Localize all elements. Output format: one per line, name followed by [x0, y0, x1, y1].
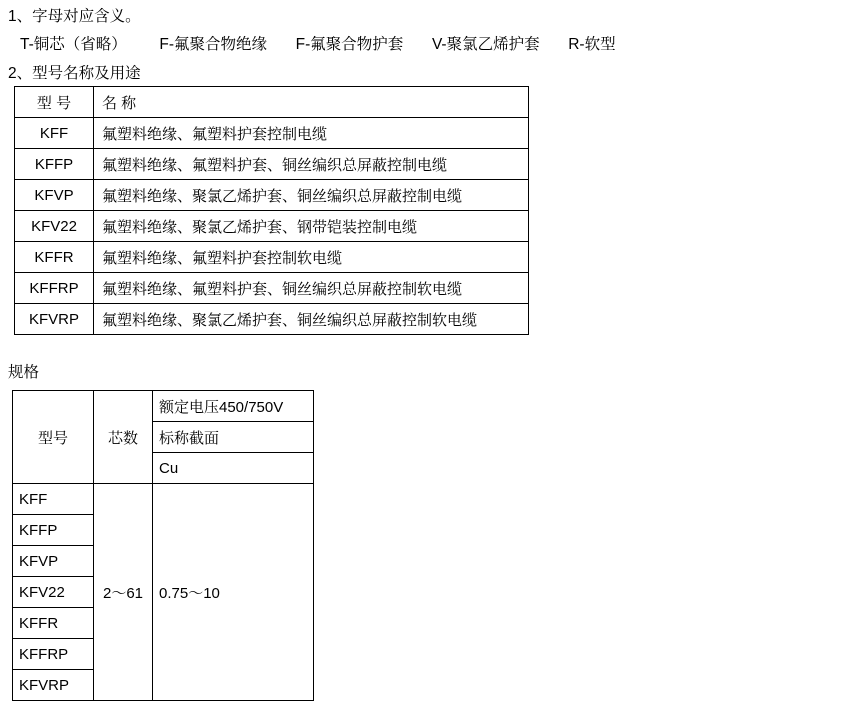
- cell-model: KFFRP: [15, 273, 94, 304]
- table-header-row: [15, 87, 529, 118]
- legend-item-0: T-铜芯（省略）: [20, 36, 127, 53]
- header-name: 名 称: [94, 87, 529, 118]
- table-row: [15, 304, 529, 335]
- table-row: [15, 242, 529, 273]
- spec-cell-cores: 2～61: [94, 484, 153, 701]
- spec-header-cu: Cu: [153, 453, 314, 484]
- legend-item-3: V-聚氯乙烯护套: [431, 36, 540, 53]
- cell-name: 氟塑料绝缘、氟塑料护套控制软电缆: [94, 242, 529, 273]
- spec-header-cores: 芯数: [94, 391, 153, 484]
- section2-heading: 2、型号名称及用途: [8, 65, 141, 82]
- header-model: 型 号: [15, 87, 94, 118]
- cell-model: KFV22: [15, 211, 94, 242]
- spec-cell-model: KFFP: [13, 515, 94, 546]
- legend-item-1: F-氟聚合物绝缘: [159, 36, 268, 53]
- cell-name: 氟塑料绝缘、聚氯乙烯护套、铜丝编织总屏蔽控制软电缆: [94, 304, 529, 335]
- spec-row: [13, 484, 314, 515]
- legend-line: [20, 32, 616, 54]
- cell-model: KFFR: [15, 242, 94, 273]
- legend-item-4: R-软型: [568, 36, 616, 53]
- table-row: [15, 273, 529, 304]
- section1-heading: 1、字母对应含义。: [8, 8, 141, 25]
- cell-name: 氟塑料绝缘、氟塑料护套控制电缆: [94, 118, 529, 149]
- spec-header-section: 标称截面: [153, 422, 314, 453]
- cell-model: KFVP: [15, 180, 94, 211]
- spec-cell-model: KFVRP: [13, 670, 94, 701]
- table-row: [15, 180, 529, 211]
- cell-model: KFF: [15, 118, 94, 149]
- spec-table: [12, 390, 314, 701]
- cell-model: KFVRP: [15, 304, 94, 335]
- cell-name: 氟塑料绝缘、氟塑料护套、铜丝编织总屏蔽控制电缆: [94, 149, 529, 180]
- spec-cell-model: KFFR: [13, 608, 94, 639]
- cell-name: 氟塑料绝缘、聚氯乙烯护套、钢带铠装控制电缆: [94, 211, 529, 242]
- table-row: [15, 211, 529, 242]
- model-name-table: [14, 86, 529, 335]
- spec-header-model: 型号: [13, 391, 94, 484]
- legend-item-2: F-氟聚合物护套: [295, 36, 404, 53]
- spec-header-voltage: 额定电压450/750V: [153, 391, 314, 422]
- spec-label: 规格: [8, 364, 40, 381]
- spec-cell-model: KFV22: [13, 577, 94, 608]
- table-row: [15, 118, 529, 149]
- table-row: [15, 149, 529, 180]
- spec-cell-model: KFF: [13, 484, 94, 515]
- spec-header-row-1: [13, 391, 314, 422]
- spec-cell-model: KFFRP: [13, 639, 94, 670]
- cell-model: KFFP: [15, 149, 94, 180]
- cell-name: 氟塑料绝缘、聚氯乙烯护套、铜丝编织总屏蔽控制电缆: [94, 180, 529, 211]
- spec-cell-size: 0.75～10: [153, 484, 314, 701]
- spec-cell-model: KFVP: [13, 546, 94, 577]
- cell-name: 氟塑料绝缘、氟塑料护套、铜丝编织总屏蔽控制软电缆: [94, 273, 529, 304]
